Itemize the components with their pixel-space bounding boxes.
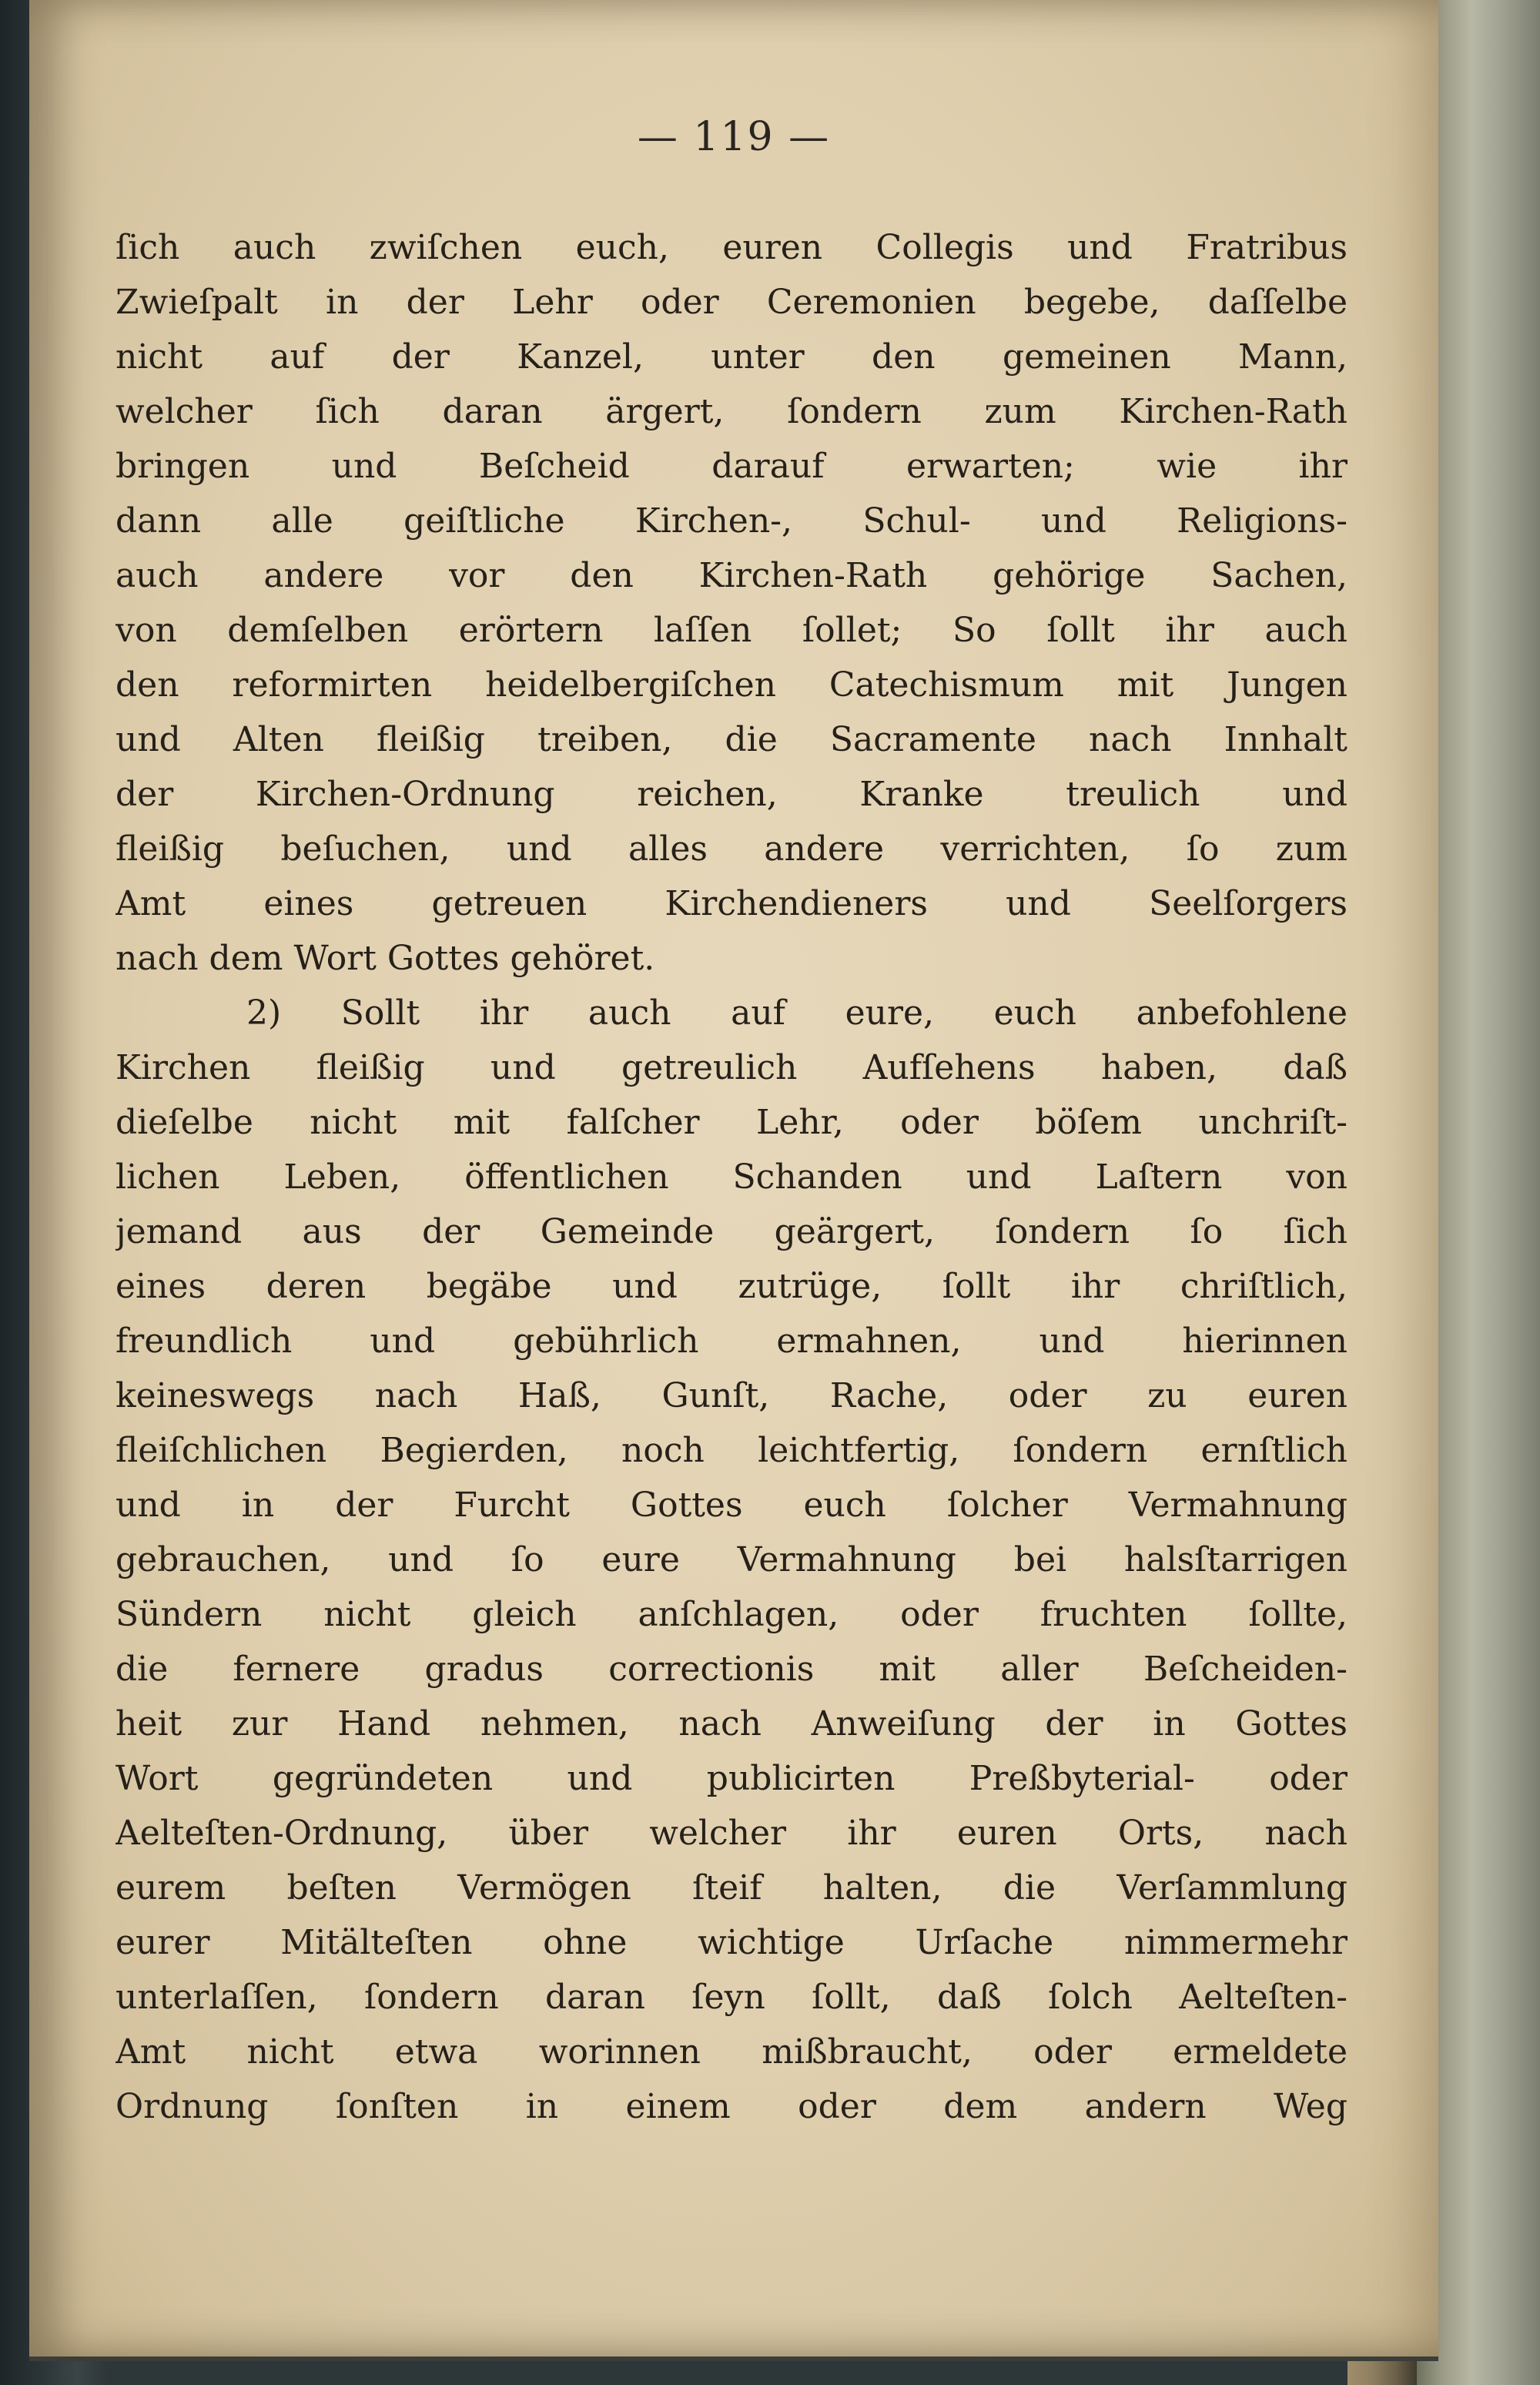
text-line: keineswegs nach Haß, Gunſt, Rache, oder zu euren xyxy=(116,1376,1348,1415)
text-line: nicht auf der Kanzel, unter den gemeinen Mann, xyxy=(116,337,1348,377)
text-line: auch andere vor den Kirchen-Rath gehörige Sachen, xyxy=(116,556,1348,595)
page-number: — 119 — xyxy=(637,114,831,160)
text-line: bringen und Beſcheid darauf erwarten; wie ihr xyxy=(116,447,1348,486)
text-line: unterlaſſen, ſondern daran ſeyn ſollt, daß ſolch Aelteſten- xyxy=(116,1978,1348,2017)
text-line: heit zur Hand nehmen, nach Anweiſung der in Gottes xyxy=(116,1704,1348,1744)
text-line: Zwieſpalt in der Lehr oder Ceremonien begebe, daſſelbe xyxy=(116,283,1348,322)
text-line: von demſelben erörtern laſſen ſollet; So ſollt ihr auch xyxy=(116,611,1348,650)
text-line: die fernere gradus correctionis mit aller Beſcheiden- xyxy=(116,1650,1348,1689)
text-line: Amt nicht etwa worinnen mißbraucht, oder ermeldete xyxy=(116,2032,1348,2072)
text-line: dieſelbe nicht mit falſcher Lehr, oder böſem unchriſt- xyxy=(116,1103,1348,1142)
text-line: Ordnung ſonſten in einem oder dem andern Weg xyxy=(116,2087,1348,2126)
text-line: gebrauchen, und ſo eure Vermahnung bei halsſtarrigen xyxy=(116,1540,1348,1579)
text-line: eurer Mitälteſten ohne wichtige Urſache nimmermehr xyxy=(116,1923,1348,1962)
text-line: freundlich und gebührlich ermahnen, und hierinnen xyxy=(116,1321,1348,1361)
text-line: und in der Furcht Gottes euch ſolcher Vermahnung xyxy=(116,1486,1348,1525)
text-line: den reformirten heidelbergiſchen Catechismum mit Jungen xyxy=(116,665,1348,705)
text-line: der Kirchen-Ordnung reichen, Kranke treulich und xyxy=(116,775,1348,814)
text-line: eurem beſten Vermögen ſteif halten, die Verſammlung xyxy=(116,1868,1348,1908)
text-line: eines deren begäbe und zutrüge, ſollt ihr chriſtlich, xyxy=(116,1267,1348,1306)
text-line: dann alle geiſtliche Kirchen-, Schul- und Religions- xyxy=(116,501,1348,541)
body-text xyxy=(116,220,1348,2134)
text-line: jemand aus der Gemeinde geärgert, ſondern ſo ſich xyxy=(116,1212,1348,1251)
text-line: und Alten fleißig treiben, die Sacramente nach Innhalt xyxy=(116,720,1348,759)
text-line: Kirchen fleißig und getreulich Aufſehens haben, daß xyxy=(116,1048,1348,1087)
text-line: Amt eines getreuen Kirchendieners und Seelſorgers xyxy=(116,884,1348,923)
page-sheet xyxy=(29,0,1438,2361)
text-line: Aelteſten-Ordnung, über welcher ihr euren Orts, nach xyxy=(116,1814,1348,1853)
paragraph-start: 2) Sollt ihr auch auf eure, euch anbefohlene xyxy=(246,993,1348,1033)
text-line: Sündern nicht gleich anſchlagen, oder fruchten ſollte, xyxy=(116,1595,1348,1634)
text-line: fleiſchlichen Begierden, noch leichtfertig, ſondern ernſtlich xyxy=(116,1431,1348,1470)
text-line: Wort gegründeten und publicirten Preßbyterial- oder xyxy=(116,1759,1348,1798)
text-line: ſich auch zwiſchen euch, euren Collegis und Fratribus xyxy=(116,228,1348,267)
text-line: welcher ſich daran ärgert, ſondern zum Kirchen-Rath xyxy=(116,392,1348,431)
text-line: nach dem Wort Gottes gehöret. xyxy=(116,939,655,978)
text-line: fleißig beſuchen, und alles andere verrichten, ſo zum xyxy=(116,829,1348,869)
text-line: lichen Leben, öffentlichen Schanden und Laſtern von xyxy=(116,1157,1348,1197)
